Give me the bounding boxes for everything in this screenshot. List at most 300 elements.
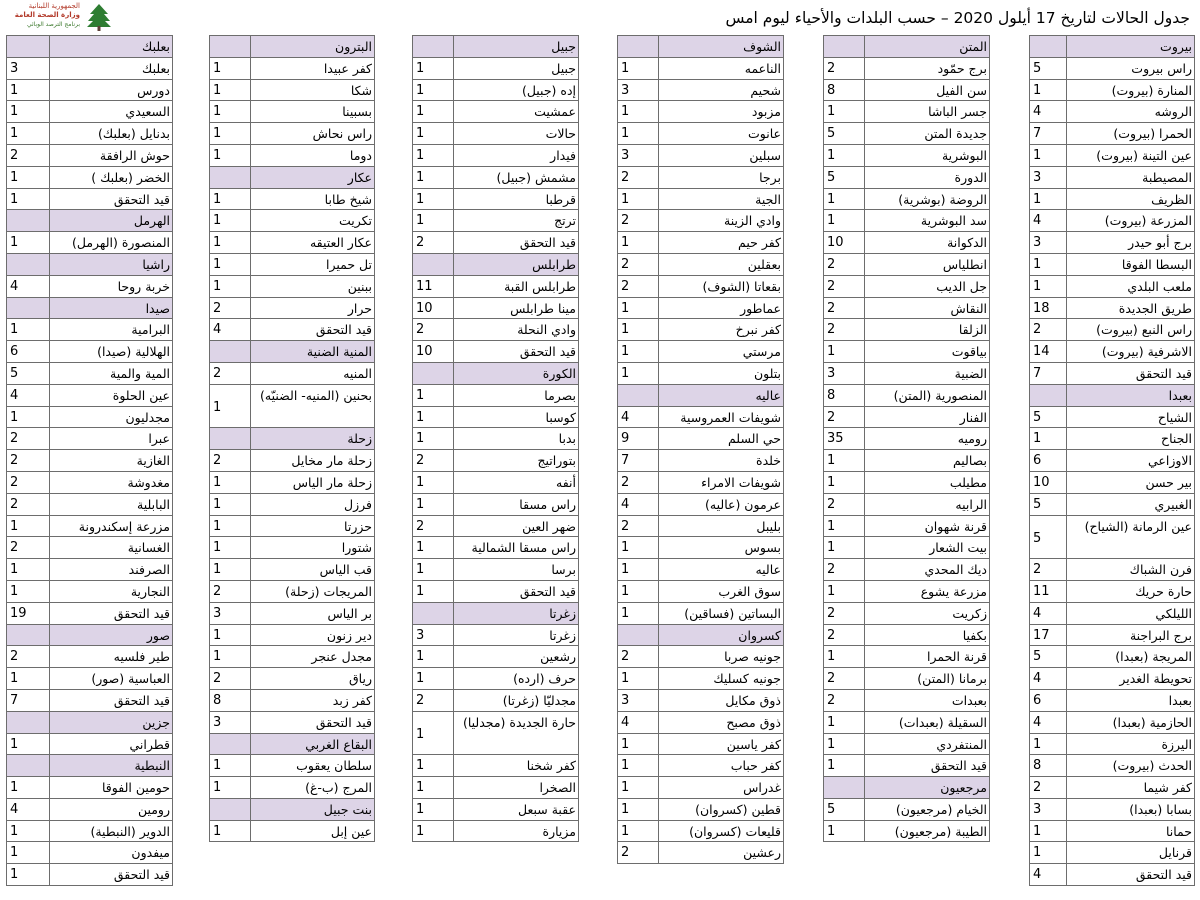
case-count: 19: [7, 603, 50, 624]
table-row: [210, 319, 374, 341]
table-row: [1030, 712, 1194, 734]
case-count: 2: [413, 690, 454, 711]
table-row: [210, 516, 374, 538]
town-name: بليبل: [756, 518, 781, 534]
district-header-row: [7, 36, 172, 58]
case-count: 5: [824, 167, 865, 188]
town-name: كفر عبيدا: [323, 60, 372, 76]
town-name: المنصورية (المتن): [893, 387, 987, 403]
region-column: [412, 35, 579, 842]
table-row: [7, 341, 172, 363]
town-name: حوش الرافقة: [99, 147, 170, 163]
case-count: [413, 36, 454, 57]
case-count: 1: [413, 821, 454, 842]
case-count: 1: [413, 537, 454, 558]
table-row: [824, 58, 989, 80]
table-row: [618, 123, 783, 145]
table-row: [618, 821, 783, 843]
district-name: عكار: [347, 169, 372, 185]
town-name: قيد التحقق: [113, 191, 170, 207]
table-row: [7, 407, 172, 429]
town-name: المنيه: [343, 365, 372, 381]
town-name: بتلون: [753, 365, 781, 381]
town-name: بعلبك: [142, 60, 170, 76]
town-name: عمشيت: [534, 104, 576, 120]
district-name: مرجعيون: [940, 780, 987, 796]
table-row: [824, 734, 989, 756]
case-count: 1: [413, 777, 454, 798]
case-count: 1: [7, 189, 50, 210]
case-count: 3: [824, 363, 865, 384]
table-row: [618, 646, 783, 668]
town-name: بياقوت: [951, 344, 987, 360]
table-row: [210, 298, 374, 320]
case-count: 1: [7, 101, 50, 122]
table-row: [824, 363, 989, 385]
case-count: [1030, 385, 1067, 406]
table-row: [1030, 363, 1194, 385]
case-count: 2: [1030, 319, 1067, 340]
case-count: 1: [210, 254, 251, 275]
case-count: 1: [618, 58, 659, 79]
case-count: 1: [413, 189, 454, 210]
case-count: 2: [1030, 777, 1067, 798]
table-row: [824, 319, 989, 341]
town-name: إده (جبيل): [521, 82, 576, 98]
case-count: 1: [7, 123, 50, 144]
case-count: 3: [618, 690, 659, 711]
case-count: 2: [824, 319, 865, 340]
case-count: 2: [618, 210, 659, 231]
table-row: [824, 559, 989, 581]
table-row: [1030, 777, 1194, 799]
cedar-icon: [84, 2, 114, 32]
town-name: الدكوانة: [947, 235, 987, 251]
town-name: حي السلم: [727, 431, 781, 447]
town-name: ذوق مكايل: [725, 692, 781, 708]
table-row: [210, 712, 374, 734]
region-column: [209, 35, 375, 842]
table-row: [824, 755, 989, 777]
case-count: 1: [824, 101, 865, 122]
town-name: دير زنون: [326, 627, 372, 643]
district-name: جبيل: [551, 39, 576, 54]
case-count: 1: [618, 101, 659, 122]
case-count: 1: [210, 559, 251, 580]
table-row: [413, 581, 578, 603]
town-name: الخضر (بعلبك ): [91, 169, 170, 185]
table-row: [618, 450, 783, 472]
case-count: 2: [210, 298, 251, 319]
table-row: [618, 712, 783, 734]
table-row: [618, 232, 783, 254]
case-count: 1: [7, 821, 50, 842]
case-count: [7, 298, 50, 319]
case-count: 1: [210, 646, 251, 667]
town-name: شتورا: [341, 540, 372, 556]
town-name: مشمش (جبيل): [496, 169, 576, 185]
case-count: 1: [7, 559, 50, 580]
table-row: [413, 189, 578, 211]
district-header-row: [824, 36, 989, 58]
town-name: المريجات (زحلة): [285, 583, 372, 599]
case-count: 1: [618, 341, 659, 362]
town-name: قيد التحقق: [113, 605, 170, 621]
town-name: البساتين (فساقين): [684, 605, 781, 621]
table-row: [210, 385, 374, 429]
table-row: [1030, 450, 1194, 472]
table-row: [1030, 494, 1194, 516]
case-count: 1: [7, 407, 50, 428]
case-count: 1: [1030, 428, 1067, 449]
case-count: 6: [7, 341, 50, 362]
table-row: [824, 210, 989, 232]
case-count: 4: [7, 799, 50, 820]
table-row: [413, 472, 578, 494]
case-count: 8: [824, 80, 865, 101]
case-count: 1: [7, 864, 50, 885]
case-count: [7, 36, 50, 57]
town-name: عين الرمانة (الشياح): [1084, 518, 1192, 534]
town-name: الهلالية (صيدا): [97, 344, 170, 360]
town-name: بر الياس: [327, 605, 372, 621]
town-name: سبلين: [749, 147, 781, 163]
table-row: [7, 494, 172, 516]
town-name: زغرتا: [549, 627, 576, 643]
town-name: سلطان يعقوب: [296, 758, 372, 774]
town-name: المزرعة (بيروت): [1104, 213, 1192, 229]
district-name: عاليه: [755, 387, 781, 403]
town-name: سوق الغرب: [718, 583, 781, 599]
case-count: 1: [618, 821, 659, 842]
district-header-row: [7, 254, 172, 276]
case-count: [618, 625, 659, 646]
case-count: 14: [1030, 341, 1067, 362]
town-name: انطلياس: [942, 256, 987, 272]
town-name: الناعمه: [744, 60, 781, 76]
table-row: [413, 821, 578, 843]
town-name: الضبية: [954, 365, 987, 381]
case-count: 10: [413, 341, 454, 362]
case-count: 1: [7, 777, 50, 798]
case-count: 5: [1030, 494, 1067, 515]
case-count: 1: [824, 821, 865, 842]
town-name: جونيه كسليك: [713, 671, 781, 687]
logo-line-republic: الجمهورية اللبنانية: [28, 2, 80, 10]
case-count: 6: [1030, 450, 1067, 471]
case-count: 1: [413, 494, 454, 515]
table-row: [824, 232, 989, 254]
case-count: 3: [1030, 799, 1067, 820]
table-row: [618, 690, 783, 712]
town-name: حرار: [347, 300, 372, 316]
town-name: قيد التحقق: [315, 322, 372, 338]
case-count: [413, 254, 454, 275]
town-name: قرطبا: [545, 191, 576, 207]
town-name: راس النبع (بيروت): [1096, 322, 1192, 338]
table-row: [1030, 864, 1194, 886]
case-count: 3: [618, 145, 659, 166]
case-count: 2: [824, 58, 865, 79]
district-name: النبطية: [134, 758, 170, 774]
table-row: [618, 341, 783, 363]
case-count: 1: [618, 319, 659, 340]
case-count: 1: [210, 625, 251, 646]
table-row: [618, 799, 783, 821]
table-row: [1030, 145, 1194, 167]
town-name: العباسية (صور): [91, 671, 170, 687]
table-row: [7, 450, 172, 472]
table-row: [413, 799, 578, 821]
case-count: 1: [413, 123, 454, 144]
table-row: [210, 145, 374, 167]
table-row: [7, 581, 172, 603]
district-name: بعلبك: [142, 39, 170, 54]
town-name: قطراني: [129, 736, 170, 752]
town-name: الدوير (النبطية): [90, 823, 170, 839]
table-row: [824, 254, 989, 276]
town-name: قيد التحقق: [1135, 365, 1192, 381]
case-count: 1: [824, 712, 865, 733]
table-row: [1030, 101, 1194, 123]
town-name: كفر شيما: [1143, 780, 1192, 796]
case-count: [7, 712, 50, 733]
town-name: بصاليم: [952, 453, 987, 469]
case-count: 2: [210, 668, 251, 689]
case-count: 1: [618, 755, 659, 776]
town-name: قيد التحقق: [315, 714, 372, 730]
table-row: [7, 777, 172, 799]
town-name: الغسانية: [127, 540, 170, 556]
table-row: [1030, 298, 1194, 320]
case-count: 2: [413, 450, 454, 471]
case-count: 1: [1030, 276, 1067, 297]
town-name: تحويطة الغدير: [1119, 671, 1192, 687]
table-row: [7, 167, 172, 189]
table-row: [413, 385, 578, 407]
town-name: الروضة (بوشرية): [898, 191, 987, 207]
district-header-row: [824, 777, 989, 799]
case-count: 3: [618, 80, 659, 101]
town-name: عانوت: [748, 126, 781, 142]
case-count: 1: [1030, 254, 1067, 275]
town-name: بعبدا: [1168, 692, 1192, 708]
town-name: ميفدون: [131, 845, 170, 861]
case-count: 1: [413, 407, 454, 428]
town-name: قيد التحقق: [519, 344, 576, 360]
town-name: رياق: [348, 671, 372, 687]
case-count: 1: [618, 799, 659, 820]
case-count: 1: [618, 777, 659, 798]
case-count: 2: [824, 407, 865, 428]
district-header-row: [413, 603, 578, 625]
district-name: بيروت: [1160, 39, 1192, 54]
table-row: [618, 668, 783, 690]
case-count: 1: [7, 734, 50, 755]
district-header-row: [1030, 36, 1194, 58]
case-count: 2: [618, 842, 659, 863]
case-count: [210, 734, 251, 755]
table-row: [413, 58, 578, 80]
case-count: 1: [824, 646, 865, 667]
case-count: 1: [7, 319, 50, 340]
table-row: [618, 298, 783, 320]
case-count: 1: [1030, 734, 1067, 755]
table-row: [7, 123, 172, 145]
town-name: المنارة (بيروت): [1111, 82, 1192, 98]
region-column: [823, 35, 990, 842]
district-name: صيدا: [145, 300, 170, 316]
case-count: 1: [210, 385, 251, 428]
case-count: [210, 36, 251, 57]
town-name: بسبينا: [342, 104, 372, 120]
table-row: [210, 450, 374, 472]
town-name: الطيبة (مرجعيون): [894, 823, 987, 839]
case-count: 1: [413, 385, 454, 406]
table-row: [7, 189, 172, 211]
table-row: [413, 690, 578, 712]
town-name: مجدليون: [125, 409, 170, 425]
town-name: الاوزاعي: [1147, 453, 1192, 469]
town-name: بكفيا: [962, 627, 987, 643]
case-count: 1: [210, 232, 251, 253]
table-row: [7, 276, 172, 298]
town-name: ديك المحدي: [924, 562, 987, 578]
town-name: زحلة مار الياس: [292, 474, 372, 490]
table-row: [824, 668, 989, 690]
ministry-logo: [4, 2, 116, 32]
district-name: صور: [146, 627, 170, 643]
case-count: 1: [1030, 821, 1067, 842]
table-row: [824, 385, 989, 407]
case-count: 2: [7, 145, 50, 166]
town-name: مغدوشة: [127, 474, 170, 490]
case-count: 7: [618, 450, 659, 471]
case-count: 8: [824, 385, 865, 406]
case-count: 2: [824, 625, 865, 646]
table-row: [618, 407, 783, 429]
town-name: ذوق مصبح: [726, 714, 781, 730]
town-name: راس بيروت: [1131, 60, 1192, 76]
table-row: [413, 167, 578, 189]
district-header-row: [413, 363, 578, 385]
case-count: 4: [618, 494, 659, 515]
case-count: 1: [618, 603, 659, 624]
table-row: [618, 428, 783, 450]
table-row: [1030, 58, 1194, 80]
case-count: 5: [1030, 407, 1067, 428]
table-row: [618, 603, 783, 625]
table-row: [413, 625, 578, 647]
district-header-row: [1030, 385, 1194, 407]
table-row: [210, 625, 374, 647]
table-row: [1030, 123, 1194, 145]
town-name: الفنار: [959, 409, 987, 425]
table-row: [1030, 755, 1194, 777]
town-name: أنفه: [556, 474, 576, 490]
town-name: قيد التحقق: [1135, 867, 1192, 883]
district-header-row: [7, 298, 172, 320]
table-row: [7, 472, 172, 494]
case-count: 5: [1030, 58, 1067, 79]
case-count: 3: [1030, 232, 1067, 253]
case-count: [210, 799, 251, 820]
town-name: المية والمية: [110, 365, 170, 381]
case-count: 3: [7, 58, 50, 79]
town-name: الحازمية (بعبدا): [1112, 714, 1192, 730]
district-header-row: [7, 625, 172, 647]
town-name: مزرعة يشوع: [920, 583, 987, 599]
town-name: قرنة شهوان: [924, 518, 987, 534]
table-row: [210, 690, 374, 712]
case-count: 1: [824, 581, 865, 602]
town-name: قيد التحقق: [930, 758, 987, 774]
case-count: 1: [210, 58, 251, 79]
town-name: الغازية: [136, 453, 170, 469]
case-count: 1: [210, 210, 251, 231]
table-row: [1030, 516, 1194, 560]
table-row: [7, 537, 172, 559]
table-row: [7, 603, 172, 625]
table-row: [824, 101, 989, 123]
district-name: البترون: [335, 39, 372, 54]
case-count: 5: [1030, 646, 1067, 667]
case-count: 1: [618, 668, 659, 689]
case-count: 1: [413, 581, 454, 602]
table-row: [413, 210, 578, 232]
town-name: بسابا (بعبدا): [1129, 801, 1192, 817]
town-name: حزرتا: [344, 518, 372, 534]
table-row: [413, 712, 578, 756]
table-row: [618, 472, 783, 494]
district-name: الهرمل: [133, 213, 170, 229]
case-count: 6: [1030, 690, 1067, 711]
case-count: 4: [7, 385, 50, 406]
case-count: [413, 363, 454, 384]
town-name: المنصورة (الهرمل): [72, 235, 170, 251]
table-row: [824, 646, 989, 668]
table-row: [618, 101, 783, 123]
table-row: [1030, 341, 1194, 363]
town-name: شحيم: [750, 82, 781, 98]
table-row: [824, 494, 989, 516]
case-count: 11: [413, 276, 454, 297]
case-count: 1: [824, 145, 865, 166]
town-name: وادي الزينة: [724, 213, 781, 229]
town-name: المرج (ب-غ): [305, 780, 372, 796]
table-row: [618, 537, 783, 559]
case-count: 1: [7, 232, 50, 253]
table-row: [413, 123, 578, 145]
case-count: 1: [618, 232, 659, 253]
table-row: [413, 276, 578, 298]
case-count: 7: [1030, 123, 1067, 144]
table-row: [210, 821, 374, 843]
town-name: بسوس: [744, 540, 781, 556]
district-header-row: [210, 428, 374, 450]
table-row: [413, 101, 578, 123]
town-name: كفر ياسين: [726, 736, 781, 752]
town-name: الشياح: [1157, 409, 1192, 425]
table-row: [618, 254, 783, 276]
district-name: كسروان: [738, 627, 781, 643]
table-row: [7, 80, 172, 102]
town-name: البوشرية: [941, 147, 987, 163]
table-row: [7, 668, 172, 690]
case-count: [210, 428, 251, 449]
table-row: [618, 145, 783, 167]
town-name: مزيارة: [542, 823, 576, 839]
